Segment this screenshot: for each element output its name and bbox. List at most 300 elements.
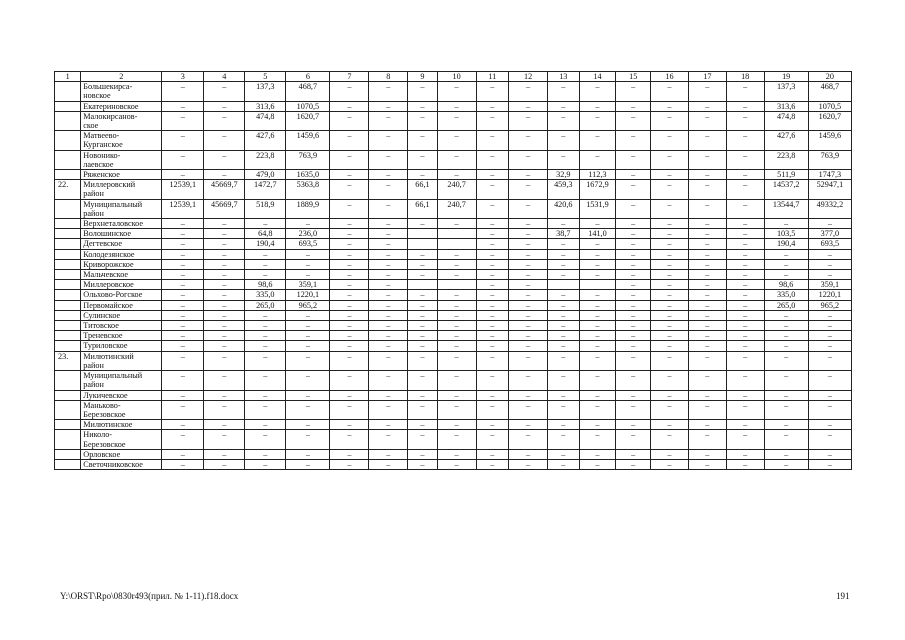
- value-cell: –: [286, 341, 330, 351]
- value-cell: –: [369, 390, 408, 400]
- settlement-name-cell: Милютинское: [81, 420, 162, 430]
- value-cell: –: [476, 170, 509, 180]
- row-number-cell: [55, 111, 81, 130]
- value-cell: 137,3: [764, 82, 808, 101]
- value-cell: –: [204, 400, 245, 419]
- value-cell: –: [651, 321, 689, 331]
- settlement-name-cell: Криворожское: [81, 259, 162, 269]
- value-cell: [408, 229, 437, 239]
- settlement-name-cell: Колодезянское: [81, 249, 162, 259]
- value-cell: –: [437, 449, 476, 459]
- value-cell: 468,7: [286, 82, 330, 101]
- value-cell: –: [204, 101, 245, 111]
- value-cell: –: [651, 131, 689, 150]
- value-cell: –: [688, 249, 726, 259]
- value-cell: –: [808, 351, 851, 370]
- value-cell: –: [509, 170, 548, 180]
- value-cell: –: [616, 341, 651, 351]
- row-number-cell: [55, 131, 81, 150]
- value-cell: –: [369, 341, 408, 351]
- value-cell: 427,6: [245, 131, 286, 150]
- value-cell: –: [688, 449, 726, 459]
- value-cell: –: [579, 420, 616, 430]
- value-cell: –: [204, 259, 245, 269]
- settlement-name-cell: Лукичевское: [81, 390, 162, 400]
- value-cell: –: [162, 239, 204, 249]
- value-cell: –: [579, 259, 616, 269]
- value-cell: –: [651, 371, 689, 390]
- table-header-row: [55, 72, 852, 82]
- value-cell: –: [726, 300, 764, 310]
- value-cell: –: [726, 321, 764, 331]
- value-cell: –: [408, 259, 437, 269]
- value-cell: –: [688, 270, 726, 280]
- value-cell: –: [408, 331, 437, 341]
- value-cell: –: [616, 351, 651, 370]
- value-cell: –: [245, 371, 286, 390]
- value-cell: –: [688, 371, 726, 390]
- value-cell: –: [509, 449, 548, 459]
- settlement-name-cell: Сулинское: [81, 310, 162, 320]
- table-row: [55, 310, 852, 320]
- value-cell: –: [408, 459, 437, 469]
- value-cell: –: [369, 82, 408, 101]
- value-cell: –: [579, 270, 616, 280]
- value-cell: –: [330, 101, 369, 111]
- value-cell: –: [369, 300, 408, 310]
- value-cell: 32,9: [548, 170, 580, 180]
- value-cell: –: [330, 390, 369, 400]
- value-cell: –: [369, 259, 408, 269]
- settlement-name-cell: Николо- Березовское: [81, 430, 162, 449]
- table-row: [55, 290, 852, 300]
- value-cell: –: [726, 170, 764, 180]
- value-cell: –: [330, 310, 369, 320]
- table-row: [55, 371, 852, 390]
- value-cell: –: [437, 259, 476, 269]
- value-cell: –: [616, 321, 651, 331]
- row-number-cell: [55, 430, 81, 449]
- value-cell: –: [579, 111, 616, 130]
- value-cell: 335,0: [245, 290, 286, 300]
- value-cell: –: [651, 351, 689, 370]
- value-cell: –: [509, 111, 548, 130]
- table-row: [55, 459, 852, 469]
- value-cell: 377,0: [808, 229, 851, 239]
- value-cell: –: [616, 229, 651, 239]
- value-cell: –: [688, 180, 726, 199]
- value-cell: 49332,2: [808, 199, 851, 218]
- value-cell: –: [579, 390, 616, 400]
- value-cell: –: [808, 390, 851, 400]
- table-row: [55, 229, 852, 239]
- value-cell: –: [579, 331, 616, 341]
- row-number-cell: [55, 170, 81, 180]
- value-cell: –: [204, 459, 245, 469]
- value-cell: –: [616, 400, 651, 419]
- settlement-name-cell: Милютинский район: [81, 351, 162, 370]
- table-row: [55, 111, 852, 130]
- table-row: [55, 239, 852, 249]
- value-cell: 13544,7: [764, 199, 808, 218]
- value-cell: 427,6: [764, 131, 808, 150]
- value-cell: 965,2: [808, 300, 851, 310]
- value-cell: –: [286, 430, 330, 449]
- value-cell: –: [808, 249, 851, 259]
- value-cell: –: [616, 459, 651, 469]
- value-cell: –: [579, 400, 616, 419]
- value-cell: [437, 280, 476, 290]
- value-cell: –: [204, 310, 245, 320]
- table-body: [55, 82, 852, 470]
- value-cell: –: [548, 131, 580, 150]
- row-number-cell: [55, 321, 81, 331]
- value-cell: –: [579, 131, 616, 150]
- value-cell: –: [808, 259, 851, 269]
- value-cell: –: [369, 170, 408, 180]
- value-cell: 763,9: [808, 150, 851, 169]
- value-cell: –: [688, 351, 726, 370]
- value-cell: –: [651, 270, 689, 280]
- row-number-cell: [55, 239, 81, 249]
- value-cell: 1472,7: [245, 180, 286, 199]
- value-cell: –: [476, 351, 509, 370]
- value-cell: [579, 280, 616, 290]
- value-cell: –: [548, 259, 580, 269]
- value-cell: –: [476, 249, 509, 259]
- value-cell: –: [616, 259, 651, 269]
- value-cell: –: [476, 199, 509, 218]
- value-cell: –: [437, 341, 476, 351]
- row-number-cell: [55, 449, 81, 459]
- data-table: [54, 71, 852, 470]
- row-number-cell: [55, 219, 81, 229]
- value-cell: –: [162, 270, 204, 280]
- column-header: 1: [55, 72, 81, 82]
- value-cell: –: [204, 219, 245, 229]
- value-cell: –: [548, 430, 580, 449]
- value-cell: –: [408, 150, 437, 169]
- value-cell: –: [764, 371, 808, 390]
- table-row: [55, 259, 852, 269]
- value-cell: 38,7: [548, 229, 580, 239]
- row-number-cell: [55, 400, 81, 419]
- value-cell: –: [369, 449, 408, 459]
- value-cell: –: [162, 219, 204, 229]
- value-cell: –: [245, 420, 286, 430]
- value-cell: –: [162, 341, 204, 351]
- value-cell: –: [286, 390, 330, 400]
- value-cell: –: [616, 331, 651, 341]
- value-cell: 693,5: [286, 239, 330, 249]
- value-cell: –: [408, 219, 437, 229]
- value-cell: 479,0: [245, 170, 286, 180]
- value-cell: –: [764, 219, 808, 229]
- value-cell: –: [688, 331, 726, 341]
- value-cell: 1220,1: [286, 290, 330, 300]
- value-cell: –: [286, 310, 330, 320]
- value-cell: –: [408, 449, 437, 459]
- value-cell: –: [330, 170, 369, 180]
- value-cell: –: [476, 111, 509, 130]
- value-cell: –: [369, 321, 408, 331]
- value-cell: –: [476, 331, 509, 341]
- value-cell: –: [726, 180, 764, 199]
- value-cell: –: [245, 459, 286, 469]
- value-cell: –: [245, 449, 286, 459]
- page-number: 191: [836, 591, 850, 601]
- value-cell: –: [616, 150, 651, 169]
- value-cell: –: [688, 199, 726, 218]
- value-cell: –: [476, 150, 509, 169]
- value-cell: –: [548, 150, 580, 169]
- value-cell: –: [204, 229, 245, 239]
- value-cell: –: [509, 351, 548, 370]
- value-cell: –: [437, 249, 476, 259]
- row-number-cell: [55, 331, 81, 341]
- value-cell: –: [330, 351, 369, 370]
- value-cell: –: [369, 111, 408, 130]
- value-cell: –: [330, 82, 369, 101]
- value-cell: –: [286, 270, 330, 280]
- value-cell: –: [651, 111, 689, 130]
- value-cell: –: [369, 400, 408, 419]
- value-cell: –: [726, 390, 764, 400]
- value-cell: –: [476, 219, 509, 229]
- value-cell: –: [651, 310, 689, 320]
- settlement-name-cell: Большекирса- новское: [81, 82, 162, 101]
- column-header: 2: [81, 72, 162, 82]
- value-cell: –: [369, 150, 408, 169]
- value-cell: –: [437, 459, 476, 469]
- column-header: 17: [688, 72, 726, 82]
- value-cell: [408, 239, 437, 249]
- value-cell: 1220,1: [808, 290, 851, 300]
- value-cell: –: [688, 219, 726, 229]
- value-cell: –: [408, 170, 437, 180]
- settlement-name-cell: Верхнеталовское: [81, 219, 162, 229]
- value-cell: 12539,1: [162, 199, 204, 218]
- value-cell: –: [162, 101, 204, 111]
- settlement-name-cell: Малокирсанов- ское: [81, 111, 162, 130]
- value-cell: –: [330, 321, 369, 331]
- value-cell: –: [651, 390, 689, 400]
- value-cell: –: [330, 239, 369, 249]
- value-cell: –: [330, 249, 369, 259]
- value-cell: –: [369, 270, 408, 280]
- value-cell: –: [330, 229, 369, 239]
- value-cell: –: [162, 390, 204, 400]
- value-cell: 763,9: [286, 150, 330, 169]
- value-cell: –: [408, 430, 437, 449]
- value-cell: –: [437, 300, 476, 310]
- value-cell: –: [651, 280, 689, 290]
- table-row: [55, 199, 852, 218]
- value-cell: –: [764, 420, 808, 430]
- value-cell: –: [726, 101, 764, 111]
- row-number-cell: [55, 199, 81, 218]
- settlement-name-cell: Ольхово-Рогское: [81, 290, 162, 300]
- value-cell: –: [330, 371, 369, 390]
- table-row: [55, 351, 852, 370]
- value-cell: –: [726, 331, 764, 341]
- value-cell: –: [369, 229, 408, 239]
- value-cell: –: [548, 310, 580, 320]
- table-row: [55, 270, 852, 280]
- value-cell: –: [726, 280, 764, 290]
- value-cell: –: [286, 420, 330, 430]
- value-cell: –: [616, 420, 651, 430]
- value-cell: –: [162, 400, 204, 419]
- value-cell: –: [204, 249, 245, 259]
- value-cell: –: [579, 82, 616, 101]
- value-cell: 223,8: [245, 150, 286, 169]
- value-cell: –: [162, 170, 204, 180]
- value-cell: –: [509, 259, 548, 269]
- value-cell: –: [509, 390, 548, 400]
- table-row: [55, 420, 852, 430]
- value-cell: –: [245, 321, 286, 331]
- value-cell: –: [245, 270, 286, 280]
- value-cell: –: [162, 280, 204, 290]
- value-cell: –: [509, 310, 548, 320]
- value-cell: –: [616, 219, 651, 229]
- value-cell: –: [330, 459, 369, 469]
- value-cell: –: [162, 331, 204, 341]
- value-cell: –: [688, 111, 726, 130]
- value-cell: –: [764, 449, 808, 459]
- value-cell: –: [245, 219, 286, 229]
- value-cell: –: [509, 82, 548, 101]
- table-row: [55, 82, 852, 101]
- column-header: 18: [726, 72, 764, 82]
- value-cell: 12539,1: [162, 180, 204, 199]
- value-cell: –: [688, 459, 726, 469]
- value-cell: 1635,0: [286, 170, 330, 180]
- value-cell: 420,6: [548, 199, 580, 218]
- value-cell: –: [509, 420, 548, 430]
- value-cell: –: [808, 449, 851, 459]
- column-header: 14: [579, 72, 616, 82]
- value-cell: 190,4: [245, 239, 286, 249]
- value-cell: 313,6: [764, 101, 808, 111]
- table-row: [55, 170, 852, 180]
- value-cell: –: [651, 101, 689, 111]
- value-cell: –: [369, 310, 408, 320]
- value-cell: –: [330, 400, 369, 419]
- value-cell: –: [808, 420, 851, 430]
- value-cell: –: [286, 371, 330, 390]
- value-cell: –: [369, 459, 408, 469]
- value-cell: –: [726, 341, 764, 351]
- value-cell: –: [162, 310, 204, 320]
- value-cell: –: [408, 390, 437, 400]
- value-cell: –: [286, 259, 330, 269]
- value-cell: –: [726, 82, 764, 101]
- value-cell: –: [688, 150, 726, 169]
- value-cell: –: [688, 341, 726, 351]
- value-cell: –: [548, 371, 580, 390]
- table-row: [55, 300, 852, 310]
- row-number-cell: [55, 82, 81, 101]
- value-cell: –: [651, 229, 689, 239]
- value-cell: –: [764, 430, 808, 449]
- value-cell: –: [476, 449, 509, 459]
- value-cell: –: [726, 259, 764, 269]
- value-cell: –: [616, 249, 651, 259]
- value-cell: –: [286, 400, 330, 419]
- row-number-cell: [55, 270, 81, 280]
- table-row: [55, 219, 852, 229]
- value-cell: –: [726, 459, 764, 469]
- value-cell: –: [688, 310, 726, 320]
- value-cell: –: [245, 259, 286, 269]
- value-cell: –: [808, 270, 851, 280]
- value-cell: –: [408, 300, 437, 310]
- value-cell: 64,8: [245, 229, 286, 239]
- value-cell: –: [651, 259, 689, 269]
- value-cell: –: [726, 351, 764, 370]
- value-cell: –: [579, 219, 616, 229]
- value-cell: –: [204, 331, 245, 341]
- settlement-name-cell: Ряженское: [81, 170, 162, 180]
- value-cell: –: [808, 310, 851, 320]
- column-header: 8: [369, 72, 408, 82]
- value-cell: –: [476, 101, 509, 111]
- value-cell: 1672,9: [579, 180, 616, 199]
- value-cell: –: [548, 270, 580, 280]
- value-cell: –: [548, 101, 580, 111]
- value-cell: –: [616, 101, 651, 111]
- value-cell: –: [408, 371, 437, 390]
- value-cell: 66,1: [408, 199, 437, 218]
- value-cell: –: [616, 371, 651, 390]
- value-cell: –: [369, 371, 408, 390]
- settlement-name-cell: Светочниковское: [81, 459, 162, 469]
- value-cell: –: [286, 351, 330, 370]
- value-cell: –: [476, 259, 509, 269]
- value-cell: –: [688, 239, 726, 249]
- value-cell: –: [437, 150, 476, 169]
- settlement-name-cell: Дегтевское: [81, 239, 162, 249]
- value-cell: –: [688, 430, 726, 449]
- column-header: 13: [548, 72, 580, 82]
- value-cell: –: [688, 170, 726, 180]
- value-cell: –: [688, 321, 726, 331]
- value-cell: –: [204, 270, 245, 280]
- value-cell: –: [651, 331, 689, 341]
- value-cell: –: [579, 321, 616, 331]
- value-cell: –: [509, 280, 548, 290]
- value-cell: –: [476, 239, 509, 249]
- value-cell: 66,1: [408, 180, 437, 199]
- column-header: 19: [764, 72, 808, 82]
- value-cell: –: [651, 199, 689, 218]
- value-cell: 474,8: [245, 111, 286, 130]
- value-cell: –: [408, 290, 437, 300]
- value-cell: –: [726, 290, 764, 300]
- value-cell: –: [688, 290, 726, 300]
- value-cell: –: [162, 420, 204, 430]
- value-cell: –: [437, 430, 476, 449]
- value-cell: –: [204, 170, 245, 180]
- value-cell: 693,5: [808, 239, 851, 249]
- value-cell: [437, 229, 476, 239]
- value-cell: –: [476, 300, 509, 310]
- value-cell: –: [162, 229, 204, 239]
- settlement-name-cell: Туриловское: [81, 341, 162, 351]
- value-cell: –: [330, 331, 369, 341]
